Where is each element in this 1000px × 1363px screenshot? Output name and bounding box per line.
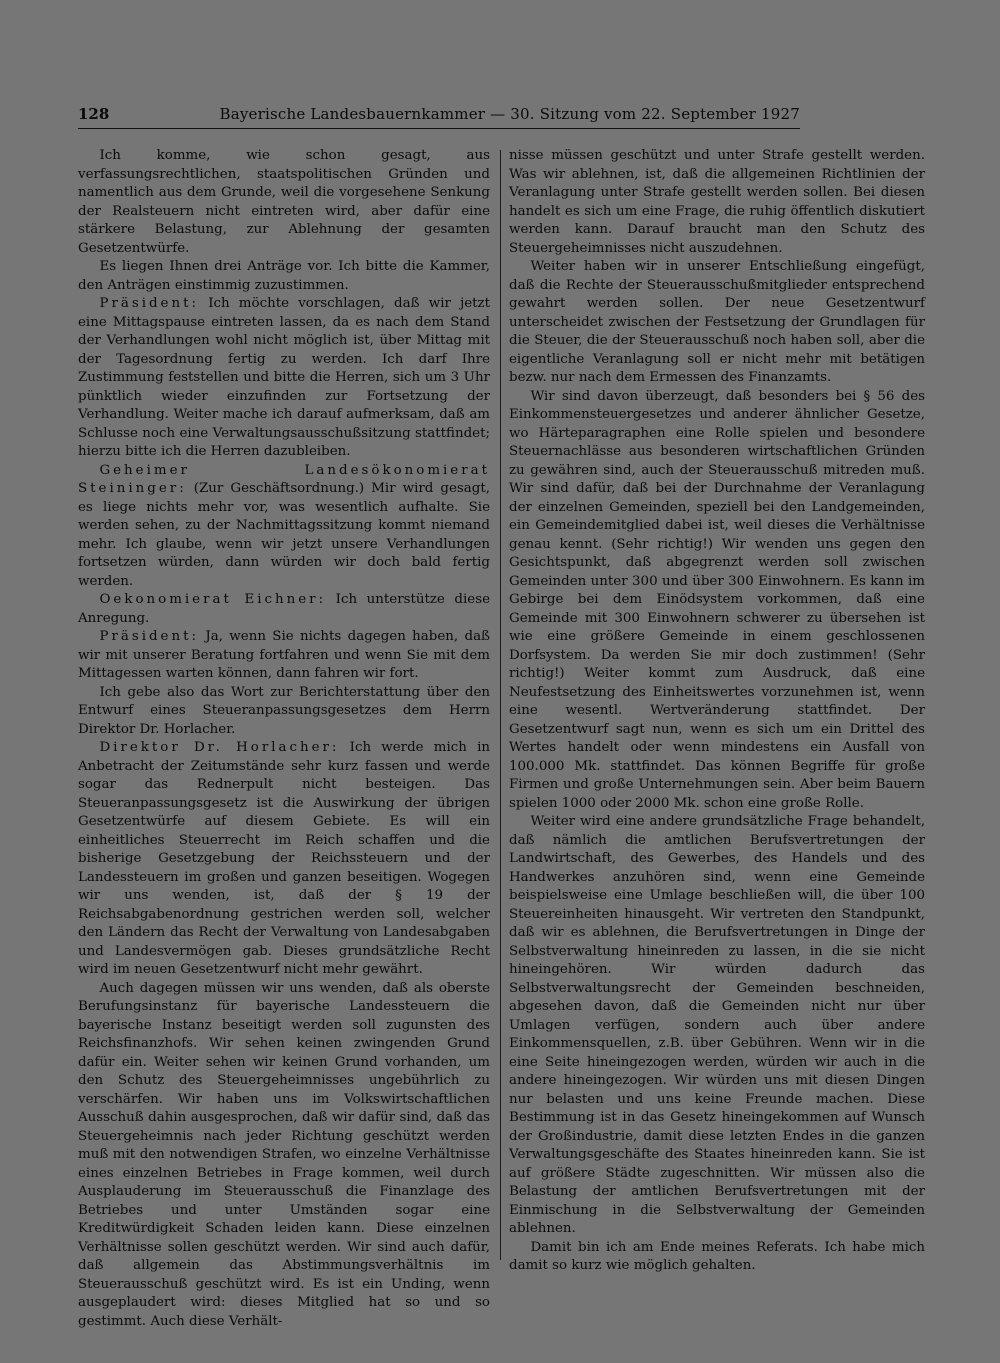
left-column [78,147,490,1329]
paragraph-text: Es liegen Ihnen drei Anträge vor. Ich bitte die Kammer, den Anträgen einstimmig zuzustimmen. [78,259,490,293]
running-header [78,101,800,127]
column-divider [500,150,501,1260]
page-number: 128 [78,105,110,123]
paragraph [78,258,490,295]
speaker-name: Präsident: [99,629,199,644]
speaker-name: Oekonomierat Eichner: [99,592,327,607]
paragraph [78,591,490,628]
paragraph-text: Ich komme, wie schon gesagt, aus verfassungsrechtlichen, staatspolitischen Gründen und namentlich aus dem Grunde, weil die vorgesehene Senkung der Realsteuern nicht eintreten wird, aber dafür eine stärkere Belastung, zur Ablehnung der gesamten Gesetzentwürfe. [78,148,490,256]
paragraph-text: Damit bin ich am Ende meines Referats. Ich habe mich damit so kurz wie möglich gehalten. [509,1239,925,1273]
paragraph-text: Ich gebe also das Wort zur Berichterstattung über den Entwurf eines Steueranpassungsgesetzes dem Herrn Direktor Dr. Horlacher. [78,684,490,737]
paragraph [78,147,490,258]
right-column [509,147,925,1273]
paragraph [509,388,925,814]
paragraph [78,462,490,592]
paragraph [78,739,490,980]
paragraph [78,295,490,462]
paragraph [78,980,490,1332]
paragraph-text: Weiter haben wir in unserer Entschließung eingefügt, daß die Rechte der Steuerausschußmitglieder entsprechend gewahrt werden sollen. Der neue Gesetzentwurf unterscheidet zwischen der Festsetzung der Grundlagen für die Steuer, die der Steuerausschuß noch haben soll, aber die eigentliche Veranlagung soll er nicht mehr mit betätigen bezw. nur nach dem Ermessen des Finanzamts. [509,259,925,385]
paragraph-text: Weiter wird eine andere grundsätzliche Frage behandelt, daß nämlich die amtlichen Berufsvertretungen der Landwirtschaft, des Gewerbes, des Handels und des Handwerkes anzuhören sind, wenn eine Gemeinde beispielsweise eine Umlage beschließen will, die über 100 Steuereinheiten hinausgeht. Wir vertreten den Standpunkt, daß wir es ablehnen, die Berufsvertretungen in Dinge der Selbstverwaltung hineinreden zu lassen, in die sie nicht hineingehören. Wir würden dadurch das Selbstverwaltungsrecht der Gemeinden beschneiden, abgesehen davon, daß die Gemeinden nicht nur über Umlagen verfügen, sondern auch über andere Einkommensquellen, z.B. über Gebühren. Wenn wir in die eine Seite hineingezogen werden, würden wir auch in die andere hineingezogen. Wir würden uns mit diesen Dingen nur belasten und uns keine Freunde machen. Diese Bestimmung ist in das Gesetz hineingekommen auf Wunsch der Großindustrie, damit diese letzten Endes in die ganzen Verwaltungsgeschäfte des Staates hineinreden kann. Sie ist auf größere Städte zugeschnitten. Wir müssen also die Belastung der amtlichen Berufsvertretungen mit der Einmischung in die Selbstverwaltung der Gemeinden ablehnen. [509,814,925,1236]
paragraph [78,684,490,740]
paragraph [509,147,925,258]
paragraph-text: Auch dagegen müssen wir uns wenden, daß als oberste Berufungsinstanz für bayerische Landessteuern die bayerische Instanz beseitigt werden soll zugunsten des Reichsfinanzhofs. Wir sehen keinen zwingenden Grund dafür ein. Weiter sehen wir keinen Grund vorhanden, um den Schutz des Steuergeheimnisses ungebührlich zu verschärfen. Wir haben uns im Volkswirtschaftlichen Ausschuß dahin ausgesprochen, daß wir dafür sind, daß das Steuergeheimnis nach jeder Richtung geschützt werden muß mit den notwendigen Strafen, wo einzelne Verhältnisse eines einzelnen Betriebes in Frage kommen, weil durch Ausplauderung im Steuerausschuß die Finanzlage des Betriebes und unter Umständen sogar eine Kreditwürdigkeit Schaden leiden kann. Diese einzelnen Verhältnisse sollen geschützt werden. Wir sind auch dafür, daß allgemein das Abstimmungsverhältnis im Steuerausschuß geschützt wird. Es ist ein Unding, wenn ausgeplaudert wird: dieses Mitglied hat so und so gestimmt. Auch diese Verhält- [78,980,490,1329]
paragraph [509,1239,925,1276]
speaker-name: Präsident: [99,296,199,311]
paragraph-text: Ich möchte vorschlagen, daß wir jetzt eine Mittagspause eintreten lassen, da es nach dem Stand der Verhandlungen wohl nicht möglich ist, über Mittag mit der Tagesordnung fertig zu werden. Ich darf Ihre Zustimmung feststellen und bitte die Herren, sich um 3 Uhr pünktlich wieder einzufinden zur Fortsetzung der Verhandlung. Weiter mache ich darauf aufmerksam, daß am Schlusse noch eine Verwaltungsausschußsitzung stattfindet; hierzu bitte ich die Herren dazubleiben. [78,296,490,459]
header-rule [78,128,800,129]
paragraph [509,258,925,388]
paragraph-text: Ich werde mich in Anbetracht der Zeitumstände sehr kurz fassen und werde sogar das Rednerpult nicht besteigen. Das Steueranpassungsgesetz ist die Auswirkung der übrigen Gesetzentwürfe auf diesem Gebiete. Es will ein einheitliches Steuerrecht im Reich schaffen und die bisherige Gesetzgebung der Reichssteuern und der Landessteuern im großen und ganzen beseitigen. Wogegen wir uns wenden, ist, daß der § 19 der Reichsabgabenordnung gestrichen werden soll, welcher den Ländern das Recht der Verwaltung von Landesabgaben und Landesvermögen gab. Dieses grundsätzliche Recht wird im neuen Gesetzentwurf nicht mehr gewährt. [78,740,490,977]
paragraph-text: Ich unterstütze diese Anregung. [78,592,490,626]
paragraph-text: Ja, wenn Sie nichts dagegen haben, daß wir mit unserer Beratung fortfahren und wenn Sie mit dem Mittagessen warten können, dann fahren wir fort. [78,629,490,681]
speaker-name: Geheimer Landesökonomierat Steininger: [78,462,490,496]
speaker-name: Direktor Dr. Horlacher: [99,740,340,755]
paragraph-text: (Zur Geschäftsordnung.) Mir wird gesagt, es liege nichts mehr vor, was wesentlich aufhalte. Sie werden sehen, zu der Nachmittagssitzung kommt niemand mehr. Ich glaube, wenn wir jetzt unsere Verhandlungen fortsetzen würden, dann würden wir doch bald fertig werden. [78,481,490,589]
running-title: Bayerische Landesbauernkammer — 30. Sitzung vom 22. September 1927 [219,105,800,123]
paragraph [78,628,490,684]
paragraph-text: Wir sind davon überzeugt, daß besonders bei § 56 des Einkommensteuergesetzes und anderer ähnlicher Gesetze, wo Härteparagraphen eine Rolle spielen und besondere Steuernachlässe aus besonderen wirtschaftlichen Gründen zu gewähren sind, auch der Steuerausschuß mitreden muß. Wir sind dafür, daß bei der Durchnahme der Veranlagung der einzelnen Gemeinden, speziell bei den Landgemeinden, ein Gemeindemitglied dabei ist, weil dieses die Verhältnisse genau kennt. (Sehr richtig!) Wir wenden uns gegen den Gesichtspunkt, daß abgegrenzt werden soll zwischen Gemeinden unter 300 und über 300 Einwohnern. Es kann im Gebirge bei dem Einödsystem vorkommen, daß eine Gemeinde mit 300 Einwohnern schwerer zu übersehen ist wie eine größere Gemeinde in einem geschlossenen Dorfsystem. Da werden Sie mir doch zustimmen! (Sehr richtig!) Weiter kommt zum Ausdruck, daß eine Neufestsetzung des Einheitswertes vorzunehmen ist, wenn eine wesentl. Wertveränderung stattfindet. Der Gesetzentwurf sagt nun, wenn es sich um ein Drittel des Wertes handelt oder wenn mindestens ein Ausfall von 100.000 Mk. stattfindet. Das können Begriffe für große Firmen und große Unternehmungen sein. Aber beim Bauern spielen 1000 oder 2000 Mk. schon eine große Rolle. [509,388,925,811]
paragraph [509,813,925,1239]
paragraph-text: nisse müssen geschützt und unter Strafe gestellt werden. Was wir ablehnen, ist, daß die allgemeinen Richtlinien der Veranlagung unter Strafe gestellt werden sollen. Bei diesen handelt es sich um eine Frage, die ruhig öffentlich diskutiert werden kann. Darauf braucht man den Schutz des Steuergeheimnisses nicht auszudehnen. [509,148,925,256]
